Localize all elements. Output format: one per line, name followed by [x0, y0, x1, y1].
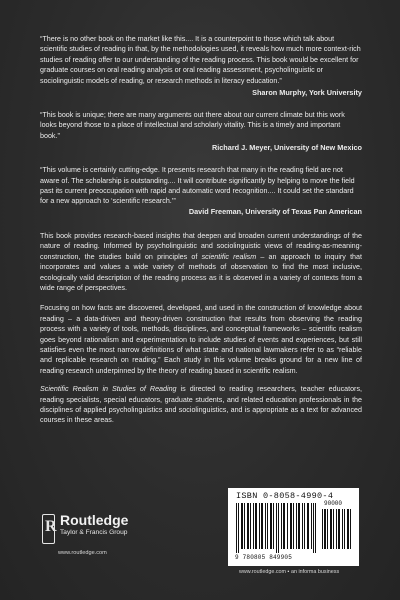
publisher-name: Routledge	[60, 512, 129, 528]
quote-text: “This book is unique; there are many arguments out there about our current climate but this work looks beyond those to a place of intellectual and scholarly vitality. This is a timely and important book.”	[40, 111, 345, 140]
quote-attribution: Richard J. Meyer, University of New Mexico	[211, 143, 362, 153]
book-title-italic: Scientific Realism in Studies of Reading	[40, 385, 177, 394]
quote-attribution: Sharon Murphy, York University	[252, 88, 362, 98]
barcode-label	[228, 488, 359, 566]
description-paragraph-3	[40, 384, 362, 426]
paragraph-text: is directed to reading researchers, teacher educators, reading specialists, special educators, graduate students, and related education professionals in the disciplines of applied psycholinguistics and sociolinguistics, and is appropriate as a text for advanced courses in these areas.	[40, 385, 362, 425]
review-quote-2	[40, 110, 362, 153]
paragraph-text: This book provides research-based insights that deepen and broaden current understandings of the nature of reading. Informed by psycholinguistic and sociolinguistic views of reading-as-meaning-construction, the studies build on principles of	[40, 231, 362, 261]
cover-text	[40, 34, 362, 426]
publisher-group: Taylor & Francis Group	[60, 529, 128, 536]
description-paragraph-1	[40, 231, 362, 293]
price-code: 90000	[324, 500, 343, 507]
footer-url: www.routledge.com ▪ an informa business	[239, 569, 340, 575]
routledge-logo-icon	[42, 514, 55, 544]
quote-attribution: David Freeman, University of Texas Pan American	[188, 206, 362, 216]
logo-letter: R	[45, 518, 57, 535]
publisher-logo	[42, 514, 182, 554]
publisher-url: www.routledge.com	[58, 550, 107, 556]
italic-term: scientific realism	[201, 252, 257, 261]
barcode-icon	[232, 503, 356, 557]
description-paragraph-2: Focusing on how facts are discovered, developed, and used in the construction of knowledge about reading – a data-driven and theory-driven construction that results from observing the reading process with a variety of tools, methods, disciplines, and conceptual frameworks – scientific realism goes beyond rationalism and experimentation to include studies of events and experiences, but still satisfies even the most narrow definitions of what state and national lawmakers refer to as “reliable and replicable research on reading.” Each study in this volume breaks ground for a new line of reading research underpinned by the theory of reading based in scientific realism.	[40, 304, 362, 375]
isbn-text: ISBN 0-8058-4990-4	[236, 491, 334, 501]
quote-text: “There is no other book on the market like this.... It is a counterpoint to those which talk about scientific studies of reading in that, by the methodologies used, it reveals how much more context-rich studies of reading offer to our understanding of the reading process. This book would be excellent for graduate courses on oral reading analysis or oral reading assessment, psycholinguistic or sociolinguistic models of reading, or research methods in literacy education.”	[40, 35, 361, 85]
review-quote-3	[40, 165, 362, 217]
paragraph-text: – an approach to inquiry that incorporates and values a wide variety of methods of observation to find the most inclusive, ecologically valid description of the reading process as it is observed in a variety of contexts from a wide range of perspectives.	[40, 252, 362, 292]
quote-text: “This volume is certainly cutting-edge. It presents research that many in the reading field are not aware of. The scholarship is outstanding.... It will contribute significantly by helping to move the field past its current preoccupation with rapid and automatic word recognition.... It could set the standard for a new approach to ‘scientific research.’”	[40, 166, 355, 206]
ean-number: 9 780805 849905	[235, 554, 293, 561]
barcode-digits	[235, 554, 292, 561]
review-quote-1	[40, 34, 362, 98]
